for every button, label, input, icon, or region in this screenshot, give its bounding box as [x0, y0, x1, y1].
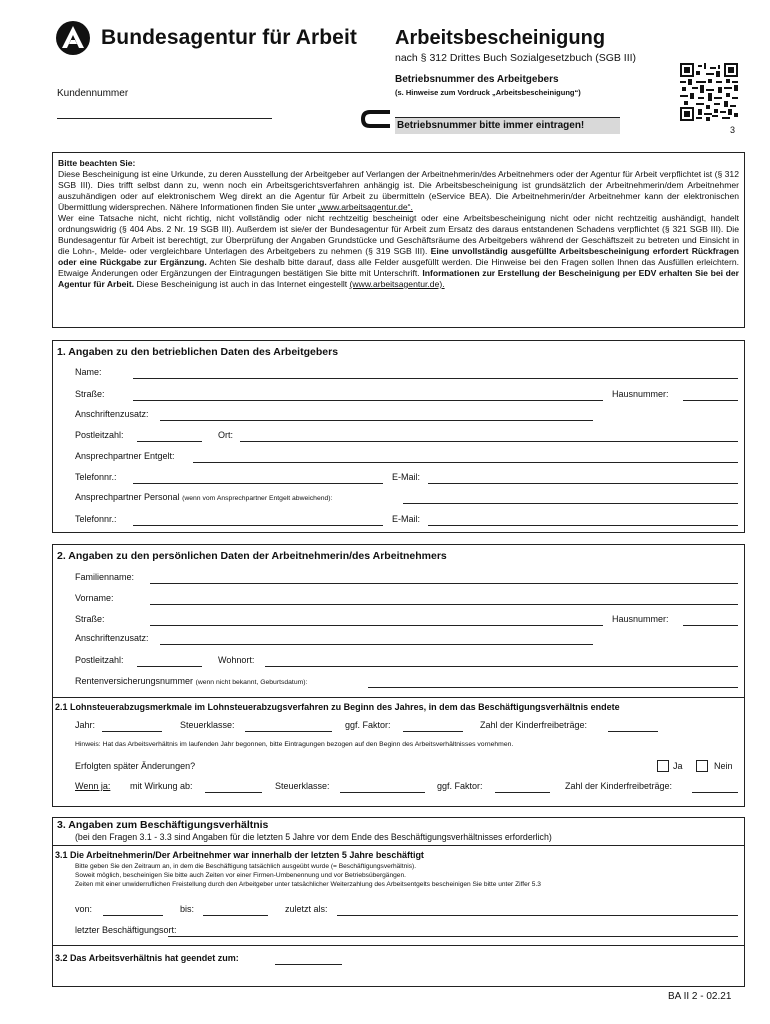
employer-email-field[interactable]: [428, 483, 738, 484]
divider-3-1: [52, 845, 745, 846]
employee-address-addition-field[interactable]: [160, 644, 593, 645]
new-tax-factor-field[interactable]: [495, 792, 550, 793]
employee-zip-field[interactable]: [137, 666, 202, 667]
child-allowance-field[interactable]: [608, 731, 658, 732]
notice-box: [52, 152, 745, 328]
section-3-1-hint-1: Bitte geben Sie den Zeitraum an, in dem die Beschäftigung tatsächlich ausgeübt wurde (= Beschäftigungsverhältnis).: [75, 863, 417, 870]
agency-name: Bundesagentur für Arbeit: [101, 26, 357, 49]
section-3-subtitle: (bei den Fragen 3.1 - 3.3 sind Angaben für die letzten 5 Jahre vor dem Ende des Beschäftigungsverhältnisses erforderlich): [75, 832, 552, 842]
employer-address-addition-field[interactable]: [160, 420, 593, 421]
personnel-phone-field[interactable]: [133, 525, 383, 526]
tax-class-field[interactable]: [245, 731, 332, 732]
employer-zip-field[interactable]: [137, 441, 202, 442]
changes-yes-label: Ja: [673, 761, 683, 771]
section-3-title: 3. Angaben zum Beschäftigungsverhältnis: [57, 819, 269, 831]
return-arrow-icon: [360, 108, 392, 130]
section-3-2-title: 3.2 Das Arbeitsverhältnis hat geendet zum:: [55, 953, 239, 963]
new-tax-class-field[interactable]: [340, 792, 425, 793]
form-code: BA II 2 - 02.21: [668, 991, 732, 1002]
new-child-allowance-label: Zahl der Kinderfreibeträge:: [565, 781, 673, 791]
qr-code-icon: [680, 63, 738, 121]
employer-address-addition-label: Anschriftenzusatz:: [75, 409, 149, 419]
personnel-email-label: E-Mail:: [392, 514, 421, 524]
employer-zip-label: Postleitzahl:: [75, 430, 124, 440]
employee-city-label: Wohnort:: [218, 655, 255, 665]
notice-link-2[interactable]: (www.arbeitsagentur.de).: [349, 279, 445, 289]
employer-phone-label: Telefonnr.:: [75, 472, 117, 482]
customer-number-field[interactable]: [57, 118, 272, 119]
employer-number-hint: (s. Hinweise zum Vordruck „Arbeitsbescheinigung“): [395, 88, 581, 97]
tax-hint: Hinweis: Hat das Arbeitsverhältnis im laufenden Jahr begonnen, bitte Eintragungen bezogen auf den Beginn des Arbeitsverhältnisses vornehmen.: [75, 741, 514, 748]
personnel-email-field[interactable]: [428, 525, 738, 526]
effective-from-field[interactable]: [205, 792, 262, 793]
changes-no-label: Nein: [714, 761, 733, 771]
new-tax-class-label: Steuerklasse:: [275, 781, 330, 791]
contact-payroll-label: Ansprechpartner Entgelt:: [75, 451, 175, 461]
section-2-1-title: 2.1 Lohnsteuerabzugsmerkmale im Lohnsteuerabzugsverfahren zu Beginn des Jahres, in dem das Beschäftigungsverhältnis endete: [55, 702, 620, 712]
section-3-1-hint-3: Zeiten mit einer unwiderruflichen Freistellung durch den Arbeitgeber unter tatsächlicher Weiterzahlung des Arbeitsentgelts bescheinigen Sie bitte unter Ziffer 5.3: [75, 881, 541, 888]
employee-firstname-field[interactable]: [150, 604, 738, 605]
employee-address-addition-label: Anschriftenzusatz:: [75, 633, 149, 643]
personnel-phone-label: Telefonnr.:: [75, 514, 117, 524]
changes-yes-checkbox[interactable]: [657, 760, 669, 772]
employee-city-field[interactable]: [265, 666, 738, 667]
section-1-title: 1. Angaben zu den betrieblichen Daten des Arbeitgebers: [57, 346, 339, 358]
employer-number-reminder: Betriebsnummer bitte immer eintragen!: [395, 118, 620, 134]
notice-link-1[interactable]: „www.arbeitsagentur.de“.: [317, 202, 413, 212]
last-location-field[interactable]: [168, 936, 738, 937]
employer-city-field[interactable]: [240, 441, 738, 442]
employee-housenumber-label: Hausnummer:: [612, 614, 669, 624]
divider-2-1: [52, 697, 745, 698]
agency-logo: [55, 20, 357, 56]
last-position-label: zuletzt als:: [285, 904, 328, 914]
employment-to-label: bis:: [180, 904, 195, 914]
notice-paragraph-2: Wer eine Tatsache nicht, nicht richtig, nicht vollständig oder nicht rechtzeitig bescheinigt oder eine Arbeitsbescheinigung nicht oder nicht rechtzeitig aushändigt, handelt ordnungswidrig (§ 404 Abs. 2 Nr. 19 SGB III). Außerdem ist sie/er der Bundesagentur für Arbeit zum Ersatz des daraus entstandenen Schadens verpflichtet (§ 321 SGB III). Die Bundesagentur für Arbeit ist berechtigt, zur Überprüfung der Angaben Grundstücke und Geschäftsräume des Arbeitgebers während der Geschäftszeit zu betreten und Einsicht in die Lohn-, Melde- oder vergleichbare Unterlagen des Arbeitgebers zu nehmen (§ 319 SGB III). Eine unvollständig ausgefüllte Arbeitsbescheinigung erfordert Rückfragen oder eine Rückgabe zur Ergänzung. Achten Sie deshalb bitte darauf, dass alle Felder ausgefüllt werden. Die Hinweise bei den Fragen sollen Ihnen das Ausfüllen erleichtern. Etwaige Änderungen oder Ergänzungen der Eintragungen bestätigen Sie bitte mit Unterschrift. Informationen zur Erstellung der Bescheinigung per EDV erhalten Sie bei der Agentur für Arbeit. Diese Bescheinigung ist auch in das Internet eingestellt (www.arbeitsagentur.de).: [58, 213, 740, 289]
document-title: Arbeitsbescheinigung: [395, 27, 606, 49]
contact-payroll-field[interactable]: [193, 462, 738, 463]
new-tax-factor-label: ggf. Faktor:: [437, 781, 483, 791]
employee-street-label: Straße:: [75, 614, 105, 624]
section-3-1-hint-2: Soweit möglich, bescheinigen Sie bitte auch Zeiten vor einer Firmen-Umbenennung und vor Betriebsübergängen.: [75, 872, 406, 879]
section-3-1-title: 3.1 Die Arbeitnehmerin/Der Arbeitnehmer war innerhalb der letzten 5 Jahre beschäftigt: [55, 850, 424, 860]
end-date-field[interactable]: [275, 964, 342, 965]
contact-personnel-field[interactable]: [403, 503, 738, 504]
contact-personnel-label: Ansprechpartner Personal (wenn vom Ansprechpartner Entgelt abweichend):: [75, 492, 333, 502]
employee-firstname-label: Vorname:: [75, 593, 114, 603]
tax-class-label: Steuerklasse:: [180, 720, 235, 730]
tax-year-label: Jahr:: [75, 720, 96, 730]
employer-number-label: Betriebsnummer des Arbeitgebers: [395, 74, 559, 85]
notice-title: Bitte beachten Sie:: [58, 158, 136, 168]
employee-housenumber-field[interactable]: [683, 625, 738, 626]
employment-to-field[interactable]: [203, 915, 268, 916]
divider-3-2: [52, 945, 745, 946]
employment-from-label: von:: [75, 904, 93, 914]
employer-housenumber-label: Hausnummer:: [612, 389, 669, 399]
last-location-label: letzter Beschäftigungsort:: [75, 925, 177, 935]
employer-street-label: Straße:: [75, 389, 105, 399]
changes-no-checkbox[interactable]: [696, 760, 708, 772]
employer-city-label: Ort:: [218, 430, 233, 440]
if-yes-label: Wenn ja:: [75, 781, 111, 791]
tax-factor-label: ggf. Faktor:: [345, 720, 391, 730]
employer-housenumber-field[interactable]: [683, 400, 738, 401]
employee-street-field[interactable]: [150, 625, 603, 626]
employer-street-field[interactable]: [133, 400, 603, 401]
notice-paragraph-1: Diese Bescheinigung ist eine Urkunde, zu deren Ausstellung der Arbeitgeber auf Verlangen der Arbeitnehmerin/des Arbeitnehmers oder der Agentur für Arbeit verpflichtet ist (§ 312 SGB III). Dies trifft selbst dann zu, wenn noch ein Arbeitsgerichtsverfahren anhängig ist. Die Arbeitsbescheinigung ist grundsätzlich der Arbeitnehmerin/dem Arbeitnehmer auszuhändigen oder auf elektronischem Weg direkt an die Agentur für Arbeit zu übermitteln (eService BEA). Die Arbeitnehmerin/der Arbeitnehmer kann der elektronischen Übermittlung widersprechen. Nähere Informationen finden Sie unter „www.arbeitsagentur.de“.: [58, 169, 739, 212]
tax-year-field[interactable]: [102, 731, 162, 732]
document-subtitle: nach § 312 Drittes Buch Sozialgesetzbuch (SGB III): [395, 52, 637, 64]
employer-name-label: Name:: [75, 367, 102, 377]
child-allowance-label: Zahl der Kinderfreibeträge:: [480, 720, 588, 730]
employment-from-field[interactable]: [103, 915, 163, 916]
section-2-title: 2. Angaben zu den persönlichen Daten der Arbeitnehmerin/des Arbeitnehmers: [57, 550, 447, 562]
employer-name-field[interactable]: [133, 378, 738, 379]
changes-question: Erfolgten später Änderungen?: [75, 761, 196, 771]
page-number: 3: [730, 125, 736, 135]
new-child-allowance-field[interactable]: [692, 792, 738, 793]
ba-logo-icon: [55, 20, 91, 56]
employee-lastname-label: Familienname:: [75, 572, 135, 582]
effective-from-label: mit Wirkung ab:: [130, 781, 193, 791]
section-employer: [52, 340, 745, 533]
employee-zip-label: Postleitzahl:: [75, 655, 124, 665]
employee-lastname-field[interactable]: [150, 583, 738, 584]
pension-number-field[interactable]: [368, 687, 738, 688]
tax-factor-field[interactable]: [403, 731, 463, 732]
customer-number-label: Kundennummer: [57, 88, 129, 99]
pension-number-label: Rentenversicherungsnummer (wenn nicht bekannt, Geburtsdatum):: [75, 676, 308, 686]
last-position-field[interactable]: [337, 915, 738, 916]
employer-email-label: E-Mail:: [392, 472, 421, 482]
employer-phone-field[interactable]: [133, 483, 383, 484]
